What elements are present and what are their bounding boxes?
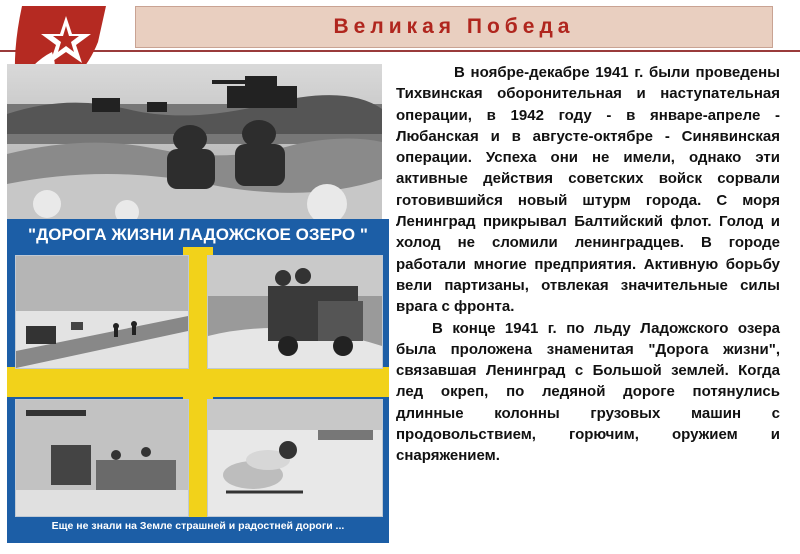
paragraph-1: В ноябре-декабре 1941 г. были проведены Тихвинская оборонительная и наступательная операции, в 1942 году - в январе-апреле - Любанская и в августе-октябре - Синявинская операции. Успеха они не имели, однако эти активные действия советских войск сорвали готовившийся новый штурм города. С моря Ленинград прикрывал Балтийский флот. Голод и холод не сломили ленинградцев. В городе работали многие предприятия. Активную борьбу вели партизаны, отвлекая значительные силы врага с фронта. <box>396 64 780 316</box>
page-title: Великая Победа <box>333 15 575 38</box>
history-text <box>396 62 780 467</box>
header-divider <box>0 50 800 52</box>
road-of-life-poster <box>7 219 389 543</box>
poster-photo-cargo <box>15 399 189 517</box>
title-banner <box>135 6 773 48</box>
soldiers-photo <box>7 64 382 219</box>
poster-photo-truck <box>207 255 383 369</box>
poster-photo-sledge <box>207 399 383 517</box>
paragraph-2: В конце 1941 г. по льду Ладожского озера была проложена знаменитая "Дорога жизни", связавшая Ленинград с Большой землей. Когда лед окреп, по ледяной дороге потянулись длинные колонны грузовых машин с продовольствием, горючим, оружием и снаряжением. <box>396 319 780 465</box>
poster-photo-convoy <box>15 255 189 369</box>
poster-title: "ДОРОГА ЖИЗНИ ЛАДОЖСКОЕ ОЗЕРО " <box>28 225 368 244</box>
poster-caption: Еще не знали на Земле страшней и радостней дороги ... <box>51 520 345 532</box>
